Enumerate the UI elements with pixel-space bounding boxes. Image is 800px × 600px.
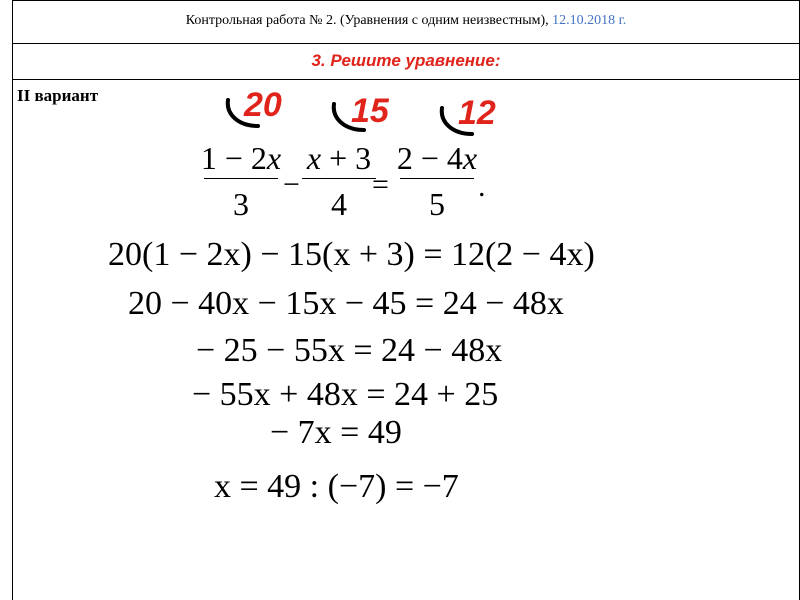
equation-period: . (478, 170, 486, 203)
variant-label: II вариант (17, 86, 99, 105)
step-line: 20 − 40x − 15x − 45 = 24 − 48x (128, 285, 564, 322)
header-text (12, 13, 800, 29)
step-line: − 7x = 49 (270, 414, 402, 451)
fraction-1-numerator: 1 − 2x (200, 140, 282, 176)
factor-3: 12 (458, 94, 496, 132)
fraction-1-denominator: 3 (233, 186, 249, 222)
header-date: 12.10.2018 г. (552, 13, 627, 28)
equals-sign: = (372, 168, 389, 201)
fraction-2-bar (302, 178, 376, 179)
fraction-2-numerator: x + 3 (306, 140, 372, 176)
step-line: − 25 − 55x = 24 − 48x (196, 332, 503, 369)
step-line: 20(1 − 2x) − 15(x + 3) = 12(2 − 4x) (108, 236, 595, 273)
factor-1: 20 (244, 86, 282, 124)
fraction-1-bar (204, 178, 278, 179)
task-title: 3. Решите уравнение: (311, 51, 501, 70)
task-row (12, 44, 800, 80)
step-line: − 55x + 48x = 24 + 25 (192, 376, 499, 413)
fraction-3-bar (400, 178, 474, 179)
header-row (12, 0, 800, 44)
fraction-3-numerator: 2 − 4x (396, 140, 478, 176)
fraction-2-denominator: 4 (331, 186, 347, 222)
factor-2: 15 (351, 92, 389, 130)
step-line: x = 49 : (−7) = −7 (214, 468, 459, 505)
header-title: Контрольная работа № 2. (Уравнения с одним неизвестным), (185, 13, 549, 28)
minus-sign: − (283, 168, 300, 201)
fraction-3-denominator: 5 (429, 186, 445, 222)
